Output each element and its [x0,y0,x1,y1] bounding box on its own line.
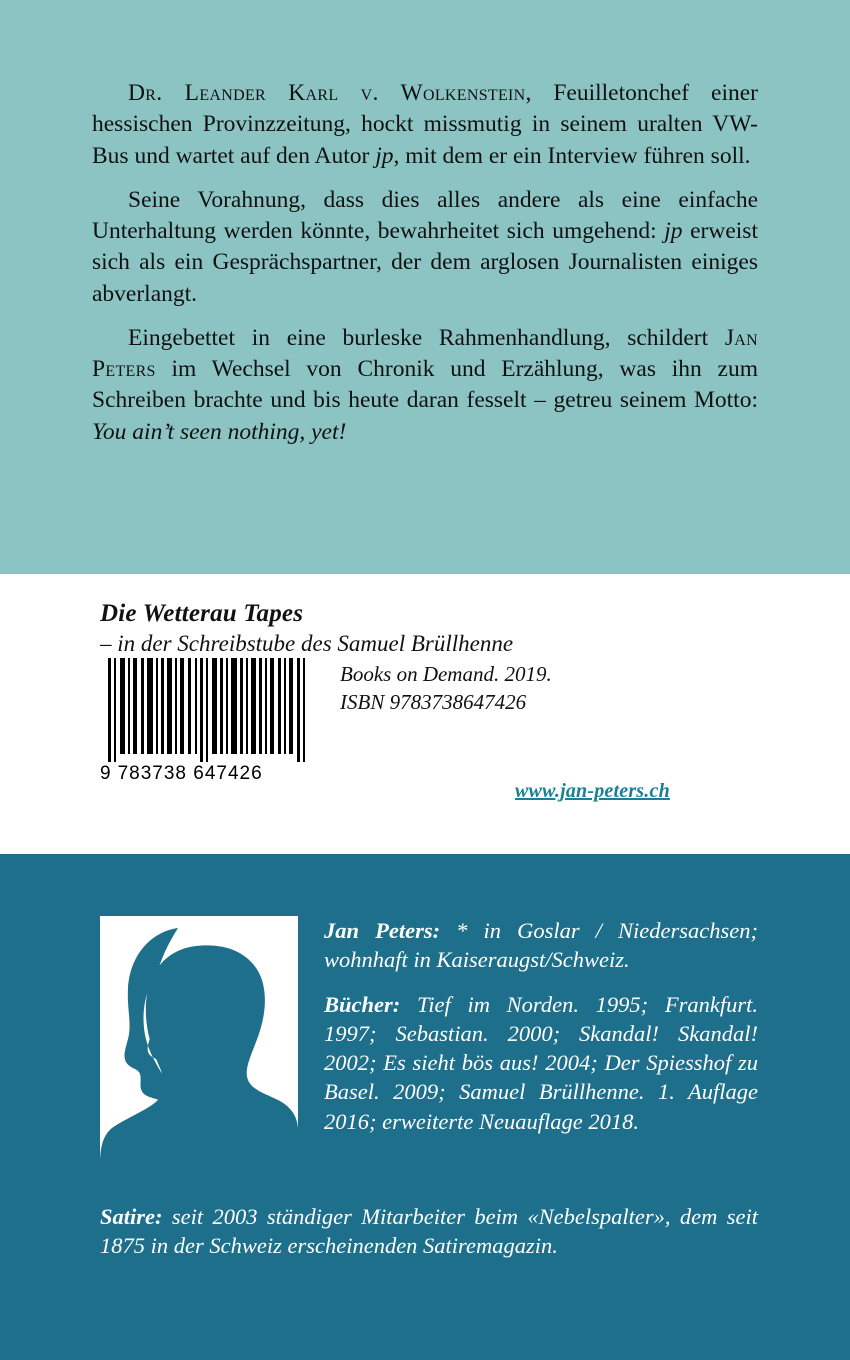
author-books-label: Bücher: [324,991,401,1017]
barcode-bars-icon [100,658,312,762]
book-title: Die Wetterau Tapes [100,600,304,627]
author-bio-block [324,916,758,1136]
author-satire-text: seit 2003 ständiger Mitarbeiter beim «Nebelspalter», dem seit 1875 in der Schweiz erscheinenden Satiremagazin. [100,1204,758,1259]
barcode [100,658,312,785]
author-panel [0,854,850,1360]
blurb-panel [0,0,850,574]
barcode-digits: 783738 647426 [117,763,263,784]
author-name-smallcaps: Jan Peters [92,324,758,382]
author-portrait [100,916,298,1184]
blurb-text-3b: im Wechsel von Chronik und Erzählung, was ihn zum Schreiben brachte und bis heute daran fesselt – getreu seinem Motto: [92,356,758,414]
blurb-paragraph-2 [92,185,758,310]
publisher-block [340,660,758,717]
isbn-line: ISBN 9783738647426 [340,689,527,714]
author-bio-label: Jan Peters: [324,918,441,943]
blurb-text-2b: erweist sich als ein Gesprächspartner, der dem arglosen Journalisten einiges abverlangt. [92,218,758,307]
barcode-lead-digit: 9 [100,763,112,784]
barcode-number [100,763,312,785]
blurb-paragraph-1 [92,78,758,172]
publication-panel [0,574,850,854]
author-satire-paragraph [100,1202,758,1261]
blurb-text-2a: Seine Vorahnung, dass dies alles andere als eine einfache Unterhaltung werden könnte, bewahrheitet sich umgehend: [92,186,758,244]
author-books-paragraph [324,990,758,1136]
author-books-text: Tief im Norden. 1995; Frankfurt. 1997; Sebastian. 2000; Skandal! Skandal! 2002; Es sieht bös aus! 2004; Der Spiesshof zu Basel. 2009; Samuel Brüllhenne. 1. Auflage 2016; erweiterte Neuauflage 2018. [324,991,758,1134]
website-link[interactable]: www.jan-peters.ch [515,780,670,802]
blurb-paragraph-3 [92,323,758,448]
author-satire-label: Satire: [100,1204,163,1229]
author-silhouette-icon [100,916,298,1184]
blurb-text-3a: Eingebettet in eine burleske Rahmenhandlung, schildert [128,324,725,351]
author-initials-2: jp [664,218,683,244]
author-initials-1: jp [375,142,394,169]
publisher-line: Books on Demand. 2019. [340,661,552,686]
character-name: Dr. Leander Karl v. Wolkenstein [128,80,526,106]
author-bio-text: * in Goslar / Niedersachsen; wohnhaft in Kaiseraugst/Schweiz. [324,918,758,973]
blurb-text-1b: , mit dem er ein Interview führen soll. [393,142,751,169]
author-bio-paragraph [324,916,758,975]
motto-quote: You ain’t seen nothing, yet! [92,418,347,445]
author-top-row [100,916,758,1184]
blurb-text-1a: , Feuilletonchef einer hessischen Provinzzeitung, hockt missmutig in seinem uralten VW-Bus und wartet auf den Autor [92,80,758,169]
book-subtitle: – in der Schreibstube des Samuel Brüllhenne [100,631,514,656]
